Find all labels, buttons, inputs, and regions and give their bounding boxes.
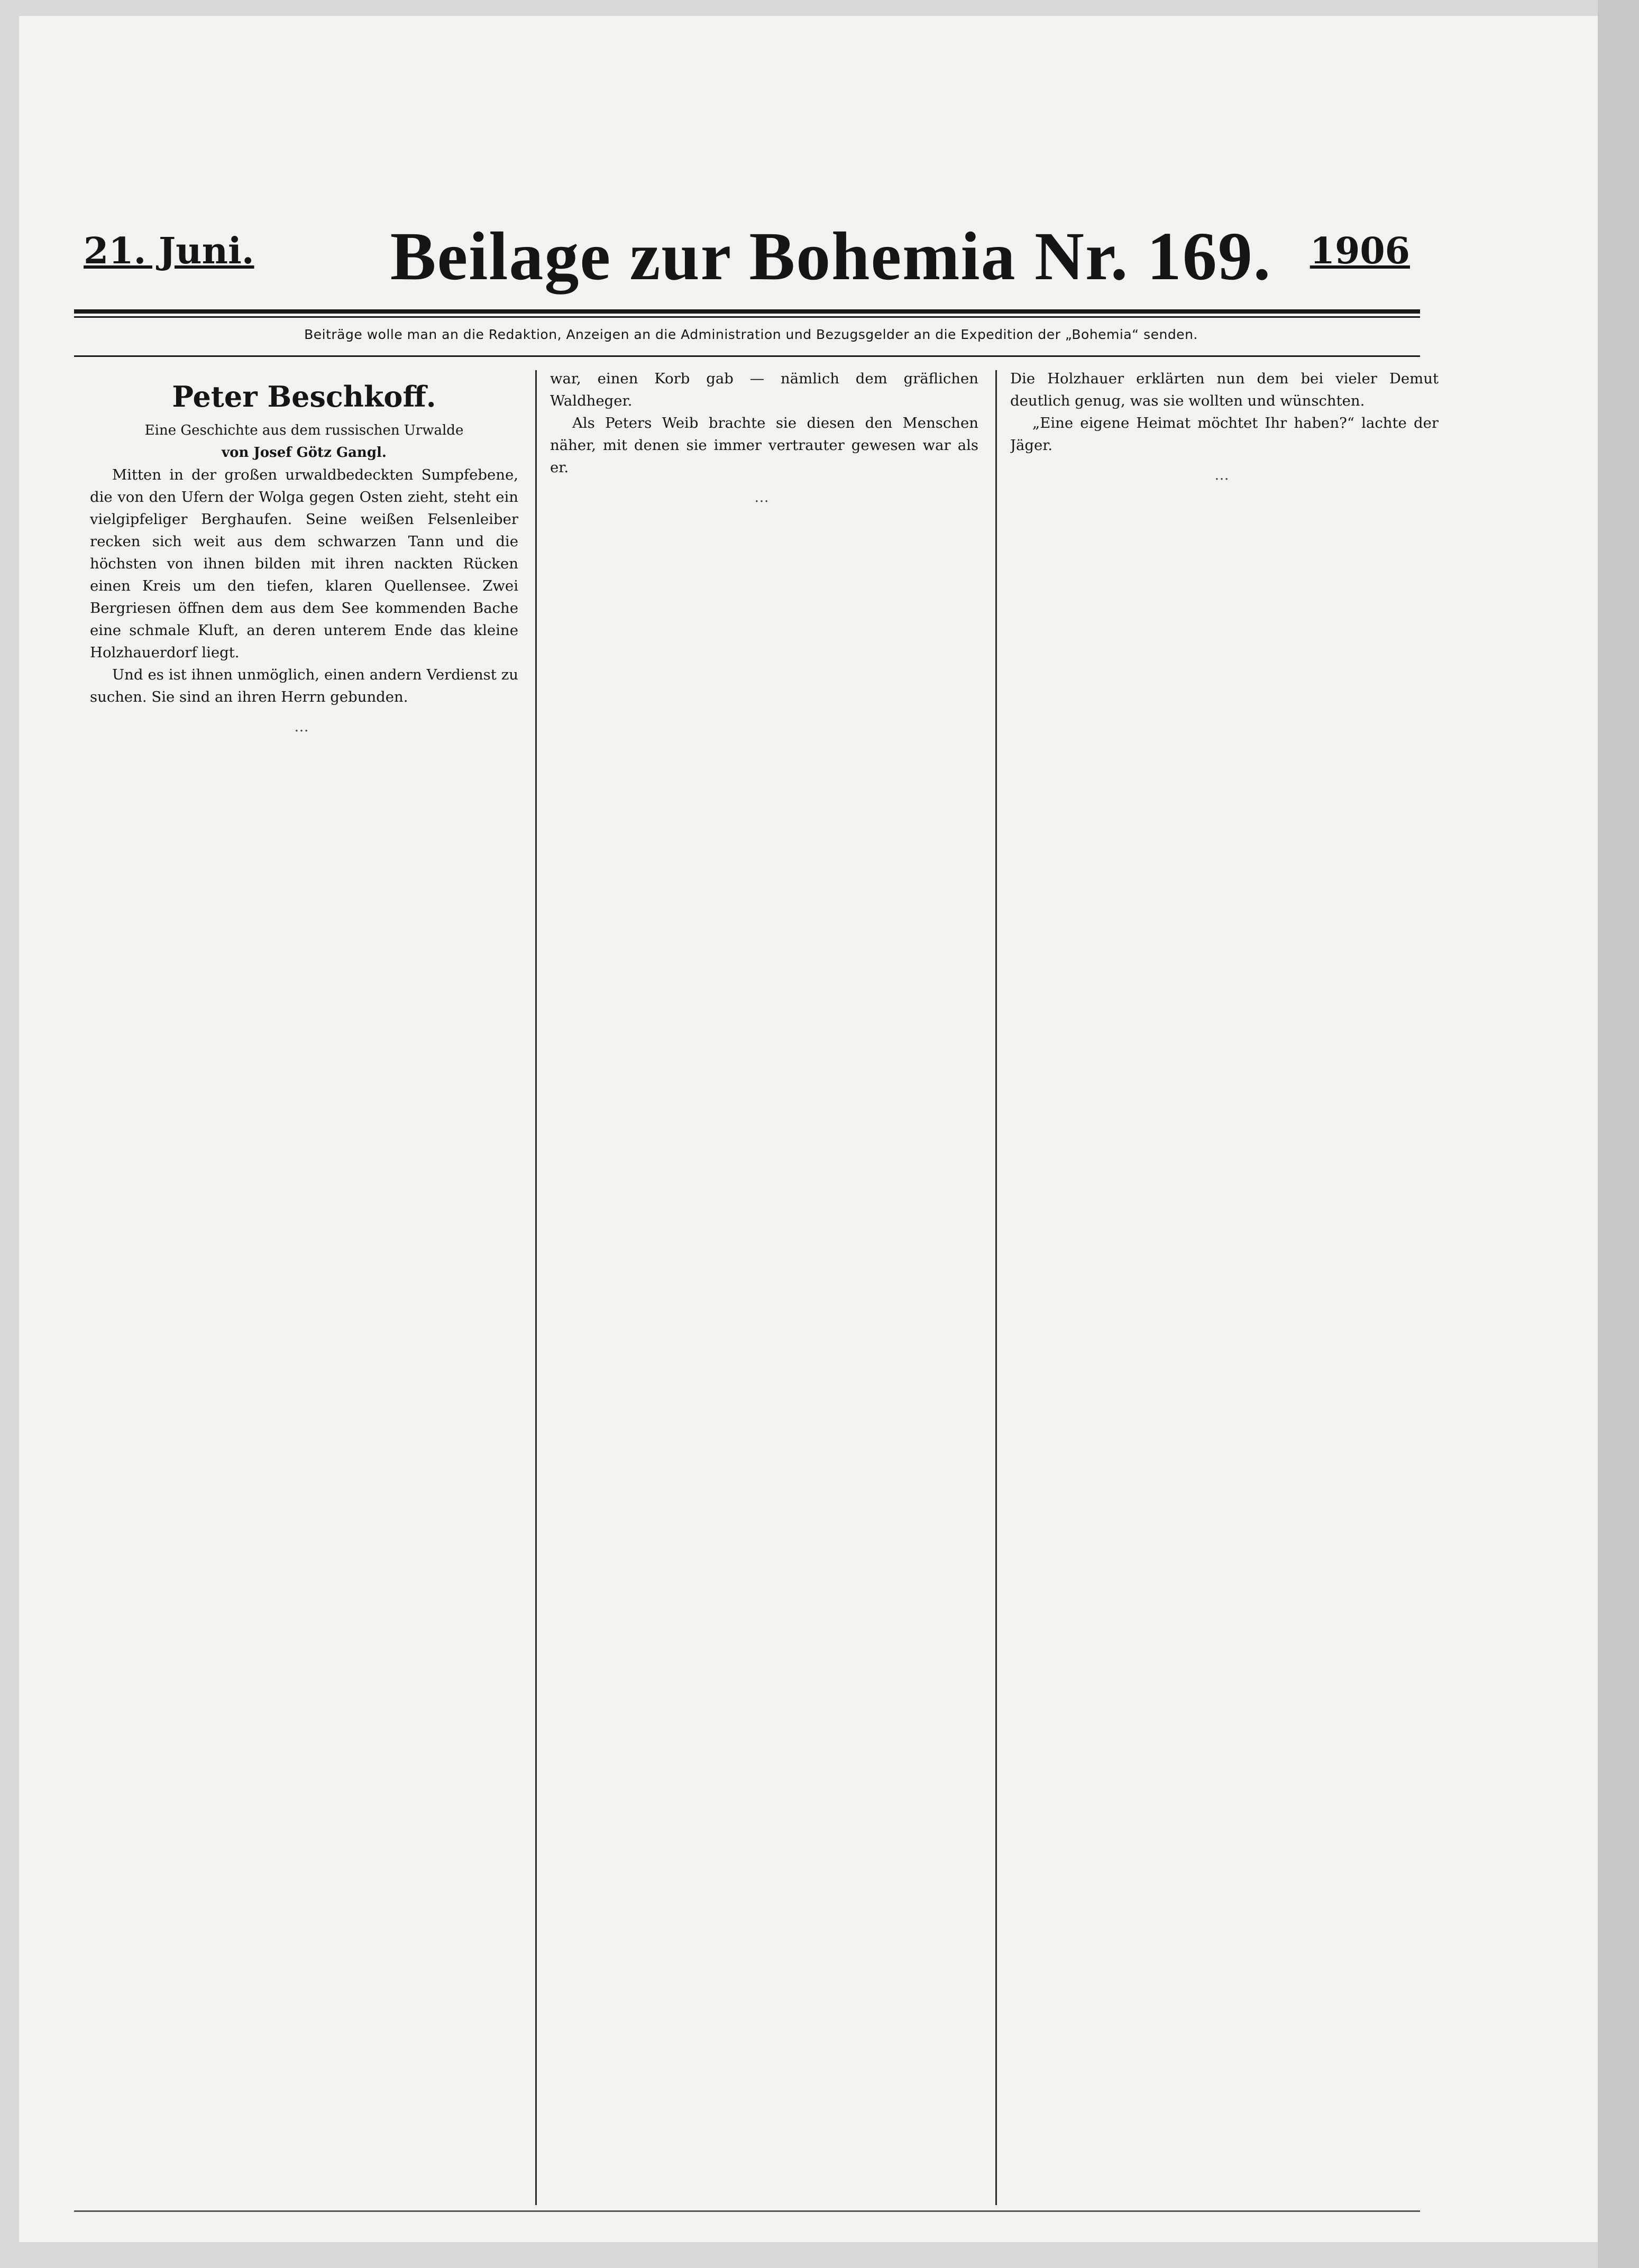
paragraph: Mitten in der großen urwaldbedeckten Sumpfebene, die von den Ufern der Wolga gegen Osten zieht, steht ein vielgipfeliger Berghaufen. Seine weißen Felsenleiber recken sich weit aus dem schwarzen Tann und die höchsten von ihnen bilden mit ihren nackten Rücken einen Kreis um den tiefen, klaren Quellensee. Zwei Bergriesen öffnen dem aus dem See kommenden Bache eine schmale Kluft, an deren unterem Ende das kleine Holzhauerdorf liegt. [90, 466, 518, 661]
continuation-marker: … [754, 489, 774, 506]
newspaper-title: Beilage zur Bohemia Nr. 169. [390, 218, 1272, 295]
bottom-rule [74, 2210, 1420, 2212]
scan-edge [1598, 0, 1639, 2268]
masthead-rule-thick [74, 309, 1420, 314]
column-1 [90, 368, 518, 2208]
notice-rule [74, 355, 1420, 357]
article-subtitle: Eine Geschichte aus dem russischen Urwalde [144, 423, 464, 438]
column-3 [1010, 368, 1439, 2208]
continuation-marker: … [294, 718, 314, 735]
paragraph: Und es ist ihnen unmöglich, einen andern Verdienst zu suchen. Sie sind an ihren Herrn gebunden. [90, 666, 518, 705]
paragraph: war, einen Korb gab — nämlich dem gräflichen Waldheger. [550, 370, 978, 409]
column-divider [535, 370, 537, 2205]
article-title: Peter Beschkoff. [172, 380, 436, 414]
paragraph: Die Holzhauer erklärten nun dem bei vieler Demut deutlich genug, was sie wollten und wünschten. [1010, 370, 1439, 409]
column-divider [995, 370, 997, 2205]
article-author: von Josef Götz Gangl. [222, 445, 387, 461]
column-2 [550, 368, 978, 2208]
masthead-rule-thin [74, 316, 1420, 318]
issue-date: 21. Juni. [84, 230, 254, 272]
continuation-marker: … [1214, 466, 1234, 483]
paragraph: Als Peters Weib brachte sie diesen den Menschen näher, mit denen sie immer vertrauter gewesen war als er. [550, 415, 978, 476]
contribution-notice: Beiträge wolle man an die Redaktion, Anzeigen an die Administration und Bezugsgelder an die Expedition der „Bohemia“ senden. [304, 327, 1198, 342]
issue-year: 1906 [1310, 230, 1410, 272]
paragraph: „Eine eigene Heimat möchtet Ihr haben?“ lachte der Jäger. [1010, 415, 1439, 454]
masthead [67, 212, 1431, 312]
